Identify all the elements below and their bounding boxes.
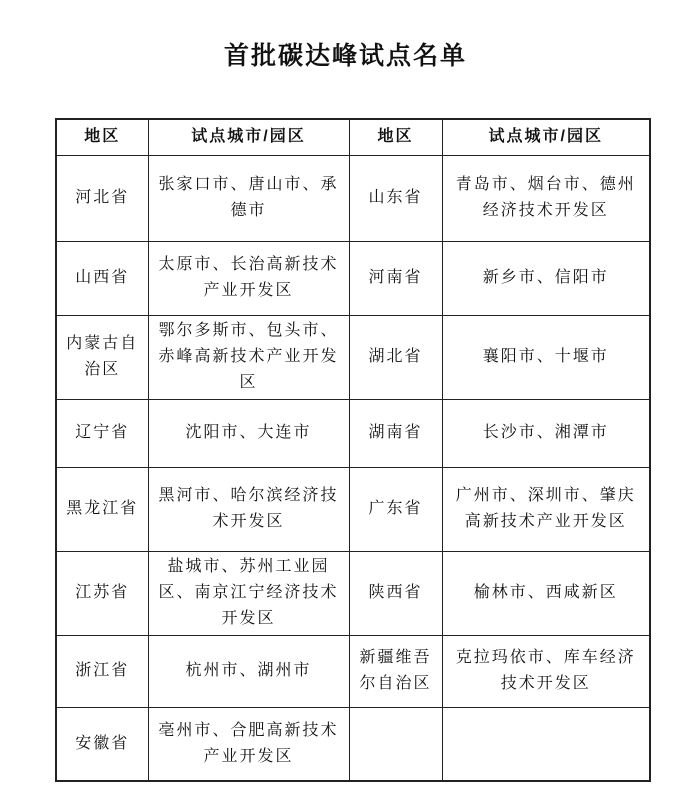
table-row: [56, 467, 650, 551]
header-cities-right: 试点城市/园区: [442, 119, 650, 155]
region-cell: 山西省: [56, 241, 148, 315]
region-cell: [349, 707, 442, 781]
table-row: [56, 315, 650, 399]
cities-cell: 新乡市、信阳市: [442, 241, 650, 315]
cities-cell: [442, 707, 650, 781]
cities-cell: 长沙市、湘潭市: [442, 399, 650, 467]
table-row: [56, 399, 650, 467]
table-header-row: [56, 119, 650, 155]
cities-cell: 亳州市、合肥高新技术产业开发区: [148, 707, 349, 781]
region-cell: 广东省: [349, 467, 442, 551]
cities-cell: 青岛市、烟台市、德州经济技术开发区: [442, 155, 650, 241]
cities-cell: 襄阳市、十堰市: [442, 315, 650, 399]
region-cell: 新疆维吾尔自治区: [349, 635, 442, 707]
cities-cell: 太原市、长治高新技术产业开发区: [148, 241, 349, 315]
region-cell: 黑龙江省: [56, 467, 148, 551]
header-region-right: 地区: [349, 119, 442, 155]
table-row: [56, 241, 650, 315]
table-row: [56, 155, 650, 241]
region-cell: 江苏省: [56, 551, 148, 635]
region-cell: 浙江省: [56, 635, 148, 707]
cities-cell: 鄂尔多斯市、包头市、赤峰高新技术产业开发区: [148, 315, 349, 399]
region-cell: 湖南省: [349, 399, 442, 467]
page-title: 首批碳达峰试点名单: [223, 43, 467, 70]
cities-cell: 黑河市、哈尔滨经济技术开发区: [148, 467, 349, 551]
header-region-left: 地区: [56, 119, 148, 155]
cities-cell: 广州市、深圳市、肇庆高新技术产业开发区: [442, 467, 650, 551]
cities-cell: 沈阳市、大连市: [148, 399, 349, 467]
cities-cell: 杭州市、湖州市: [148, 635, 349, 707]
region-cell: 陕西省: [349, 551, 442, 635]
region-cell: 山东省: [349, 155, 442, 241]
pilot-list-table: [55, 118, 651, 782]
cities-cell: 克拉玛依市、库车经济技术开发区: [442, 635, 650, 707]
region-cell: 安徽省: [56, 707, 148, 781]
region-cell: 河南省: [349, 241, 442, 315]
cities-cell: 张家口市、唐山市、承德市: [148, 155, 349, 241]
cities-cell: 盐城市、苏州工业园区、南京江宁经济技术开发区: [148, 551, 349, 635]
header-cities-left: 试点城市/园区: [148, 119, 349, 155]
region-cell: 内蒙古自治区: [56, 315, 148, 399]
cities-cell: 榆林市、西咸新区: [442, 551, 650, 635]
region-cell: 湖北省: [349, 315, 442, 399]
region-cell: 辽宁省: [56, 399, 148, 467]
table-row: [56, 635, 650, 707]
region-cell: 河北省: [56, 155, 148, 241]
table-row: [56, 707, 650, 781]
table-row: [56, 551, 650, 635]
